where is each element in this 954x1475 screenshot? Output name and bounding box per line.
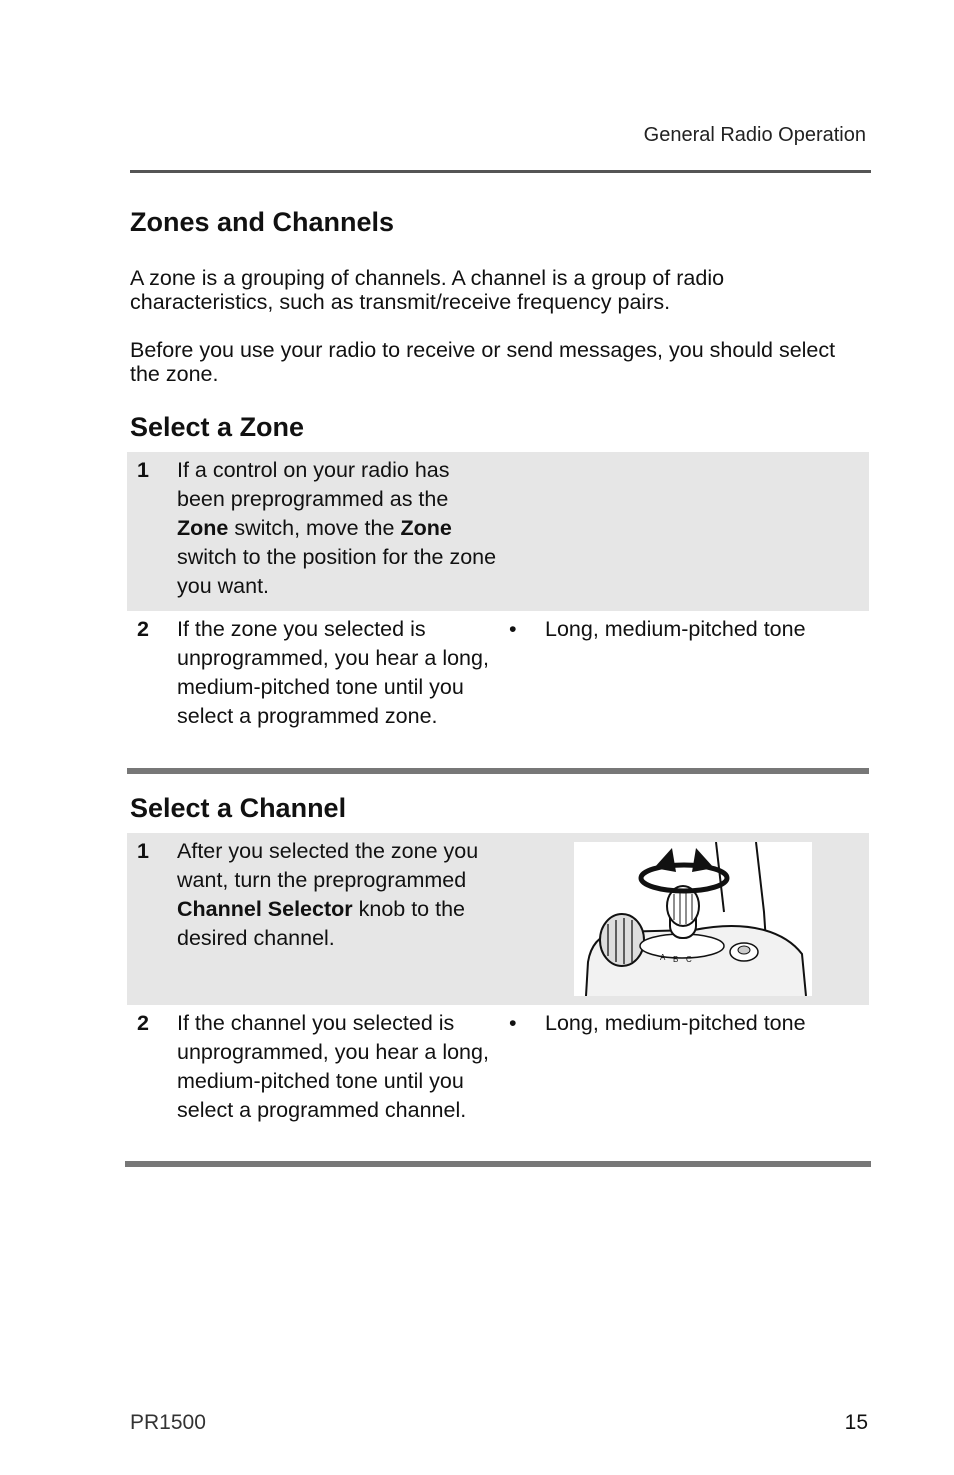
step-description: If a control on your radio has been preprogrammed as the Zone switch, move the Zone switch to the position for the zone you want. [177,452,507,611]
bullet-marker: • [509,617,517,641]
footer-model-name: PR1500 [130,1411,206,1434]
running-header: General Radio Operation [643,124,866,146]
step-row [127,611,869,741]
select-zone-heading: Select a Zone [130,412,305,442]
step-description: If the zone you selected is unprogrammed, you hear a long, medium-pitched tone until you select a programmed zone. [177,617,489,728]
step-row [127,833,869,1005]
step-number: 1 [127,452,177,611]
zone-switch-term: Zone [400,516,452,540]
tone-result-text: Long, medium-pitched tone [545,1011,806,1035]
select-zone-steps-table [127,452,869,741]
step-description: If the channel you selected is unprogrammed, you hear a long, medium-pitched tone until you select a programmed channel. [177,1011,489,1122]
header-rule [130,170,871,173]
intro-paragraph-zone-definition: A zone is a grouping of channels. A channel is a group of radio characteristics, such as transmit/receive frequency pairs. [130,266,725,314]
tone-result-text: Long, medium-pitched tone [545,617,806,641]
step-number: 2 [137,617,149,641]
step-number: 2 [137,1011,149,1035]
table-bottom-rule [125,1161,871,1167]
step-result [507,452,869,611]
dial-letter: C [686,955,692,964]
select-channel-steps-table [127,833,869,1135]
step-result [507,611,869,741]
footer-page-number: 15 [844,1411,868,1434]
step-row [127,452,869,611]
section-title: Zones and Channels [130,207,395,237]
zone-switch-term: Zone [177,516,229,540]
step-number: 1 [127,833,177,1005]
radio-channel-knob-rotation-illustration [574,842,812,996]
dial-letter: B [673,955,679,964]
step-illustration-cell [507,833,869,1005]
bullet-marker: • [509,1011,517,1035]
step-description: After you selected the zone you want, turn the preprogrammed Channel Selector knob to the desired channel. [177,833,507,1005]
table-bottom-rule [127,768,869,774]
step-row [127,1005,869,1135]
select-channel-heading: Select a Channel [130,793,347,823]
intro-paragraph-select-zone: Before you use your radio to receive or send messages, you should select the zone. [130,338,836,386]
step-result [507,1005,869,1135]
dial-letter: A [660,953,666,962]
channel-selector-term: Channel Selector [177,897,353,921]
